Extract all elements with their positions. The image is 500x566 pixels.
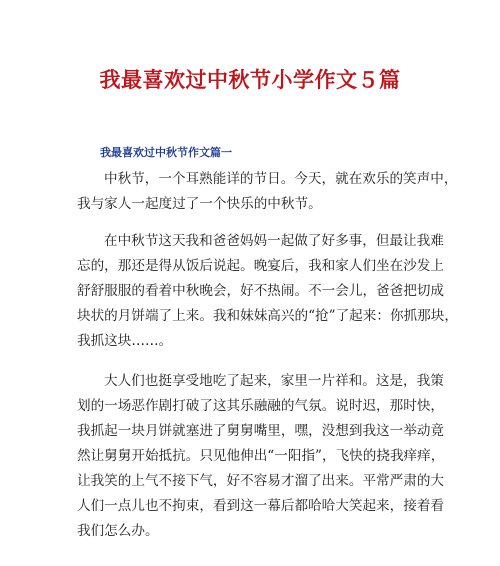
- paragraph-3: [77, 369, 445, 544]
- paragraph-2: [77, 229, 458, 354]
- paragraph-line: 块状的月饼端了上来。我和妹妹高兴的“抢”了起来：你抓那块，: [77, 308, 458, 324]
- paragraph-line: 我抓这块……。: [77, 333, 173, 349]
- paragraph-line: 然让舅舅开始抵抗。只见他伸出“一阳指”，飞快的挠我痒痒，: [77, 448, 445, 464]
- paragraph-line: 我们怎么办。: [77, 523, 159, 539]
- paragraph-line: 让我笑的上气不接下气，好不容易才溜了出来。平常严肃的大: [77, 473, 445, 489]
- paragraph-1: [77, 167, 458, 217]
- paragraph-line: 划的一场恶作剧打破了这其乐融融的气氛。说时迟，那时快，: [77, 398, 445, 414]
- paragraph-line: 舒舒服服的看着中秋晚会，好不热闹。不一会儿，爸爸把切成: [77, 283, 445, 299]
- paragraph-line: 中秋节，一个耳熟能详的节日。今天，就在欢乐的笑声中，: [104, 171, 458, 187]
- document-title: 我最喜欢过中秋节小学作文５篇: [99, 68, 401, 92]
- paragraph-line: 我抓起一块月饼就塞进了舅舅嘴里，嘿，没想到我这一举动竟: [77, 423, 445, 439]
- paragraph-line: 在中秋节这天我和爸爸妈妈一起做了好多事，但最让我难: [104, 233, 444, 249]
- paragraph-line: 大人们也挺享受地吃了起来，家里一片祥和。这是，我策: [104, 373, 444, 389]
- section-subtitle: 我最喜欢过中秋节作文篇一: [100, 146, 232, 159]
- paragraph-line: 我与家人一起度过了一个快乐的中秋节。: [77, 196, 322, 212]
- paragraph-line: 人们一点儿也不拘束，看到这一幕后都哈哈大笑起来，接着看: [77, 498, 445, 514]
- paragraph-line: 忘的，那还是得从饭后说起。晚宴后，我和家人们坐在沙发上: [77, 258, 445, 274]
